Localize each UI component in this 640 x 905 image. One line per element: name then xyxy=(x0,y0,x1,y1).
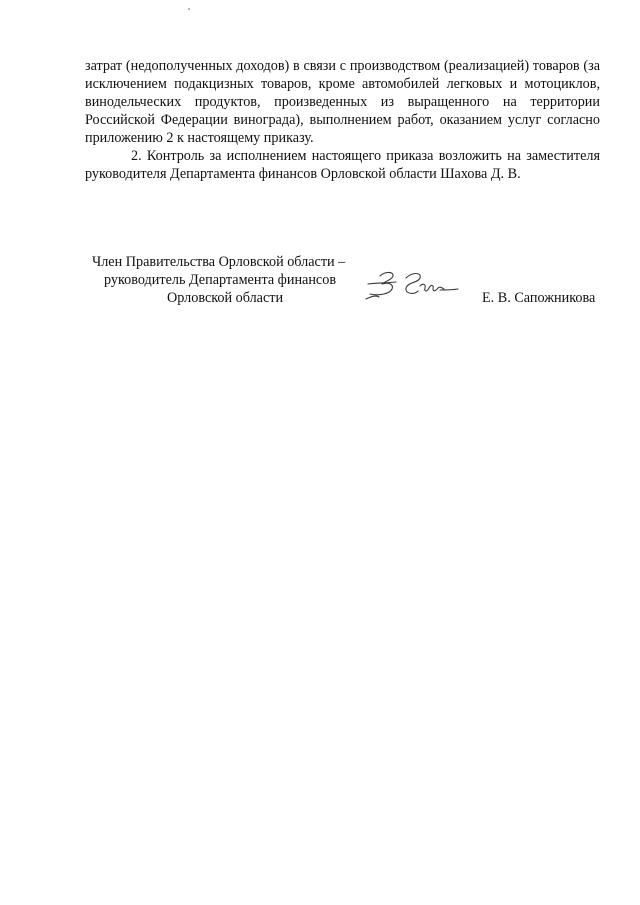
handwritten-signature xyxy=(362,266,462,308)
document-body xyxy=(85,57,600,183)
signer-title-line-3: Орловской области xyxy=(167,290,284,306)
paragraph-item-2: 2. Контроль за исполнением настоящего приказа возложить на заместителя руководителя Департамента финансов Орловской области Шахова Д. В. xyxy=(85,148,600,182)
signer-name: Е. В. Сапожникова xyxy=(482,290,596,306)
signer-title-line-1: Член Правительства Орловской области – xyxy=(92,254,346,270)
signer-title-line-2: руководитель Департамента финансов xyxy=(104,272,337,288)
scan-speck xyxy=(188,8,190,10)
paragraph-continuation: затрат (недополученных доходов) в связи с производством (реализацией) товаров (за исключением подакцизных товаров, кроме автомобилей легковых и мотоциклов, винодельческих продуктов, произведенных из выращенного на территории Российской Федерации винограда), выполнением работ, оказанием услуг согласно приложению 2 к настоящему приказу. xyxy=(85,58,600,146)
